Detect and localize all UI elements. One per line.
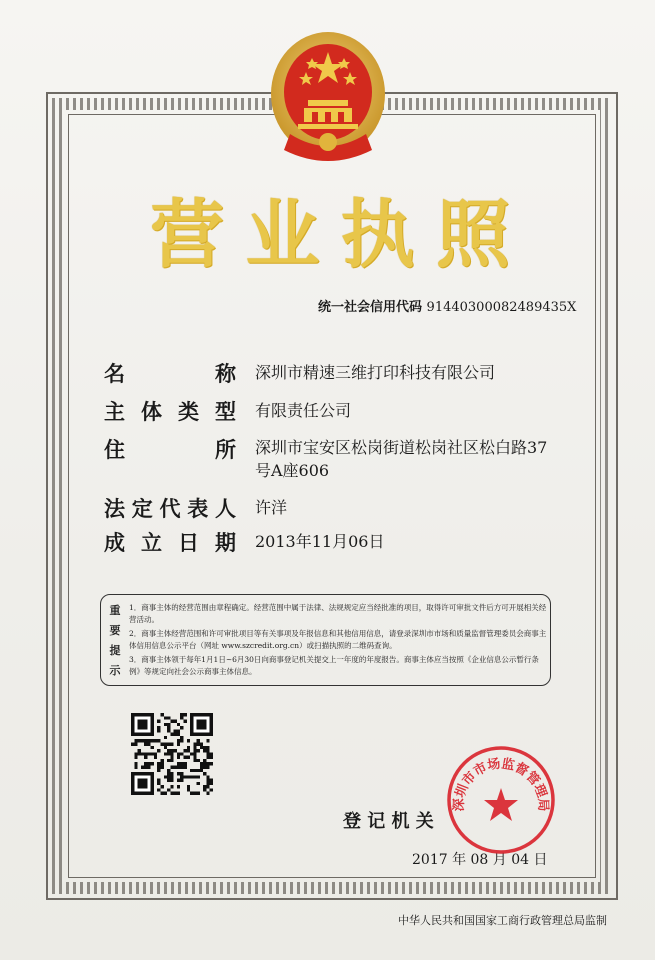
credit-code-line [318,296,576,315]
field-label-name: 名 称 [104,362,236,386]
title-char: 照 [435,192,510,278]
field-label-address: 住 所 [104,438,236,462]
national-emblem-icon [268,22,388,172]
field-value-name: 深圳市精速三维打印科技有限公司 [255,363,496,382]
credit-code-value: 91440300082489435X [426,300,577,315]
qr-code-icon[interactable] [131,713,213,795]
credit-code-label: 统一社会信用代码 [318,300,423,315]
important-notice-box [100,594,551,686]
title-char: 执 [340,192,415,278]
field-label-legal-representative: 法 定 代 表 人 [104,497,236,521]
field-value-type: 有限责任公司 [255,401,352,420]
footer-supervision-note: 中华人民共和国国家工商行政管理总局监制 [398,914,607,927]
seal-text: 深圳市市场监督管理局 [451,756,551,812]
official-seal-icon [445,744,557,856]
field-label-established: 成 立 日 期 [104,531,236,555]
notice-item: 2．商事主体经营范围和许可审批项目等有关事项及年报信息和其他信用信息，请登录深圳市市场和质量监督管理委员会商事主体信用信息公示平台（网址 www.szcredit.org.cn）或扫描执照的二维码查询。 [129,629,547,650]
field-value-established: 2013年11月06日 [255,532,385,551]
license-title [150,190,510,280]
issue-date: 2017 年 08 月 04 日 [412,852,548,868]
notice-body [129,602,547,680]
notice-item: 3．商事主体领于每年1月1日~6月30日向商事登记机关提交上一年度的年度报告。商事主体应当按照《企业信息公示暂行条例》等规定向社会公示商事主体信息。 [129,655,539,676]
notice-heading: 重 要 提 示 [109,604,121,677]
registration-authority-label: 登 记 机 关 [343,811,434,832]
field-value-legal-representative: 许洋 [255,498,288,517]
field-label-type: 主 体 类 型 [104,400,236,424]
title-char: 业 [245,192,320,278]
notice-item: 1．商事主体的经营范围由章程确定。经营范围中属于法律、法规规定应当经批准的项目，取得许可审批文件后方可开展相关经营活动。 [129,603,547,624]
field-value-address: 深圳市宝安区松岗街道松岗社区松白路37号A座606 [255,438,548,480]
title-char: 营 [150,192,224,278]
